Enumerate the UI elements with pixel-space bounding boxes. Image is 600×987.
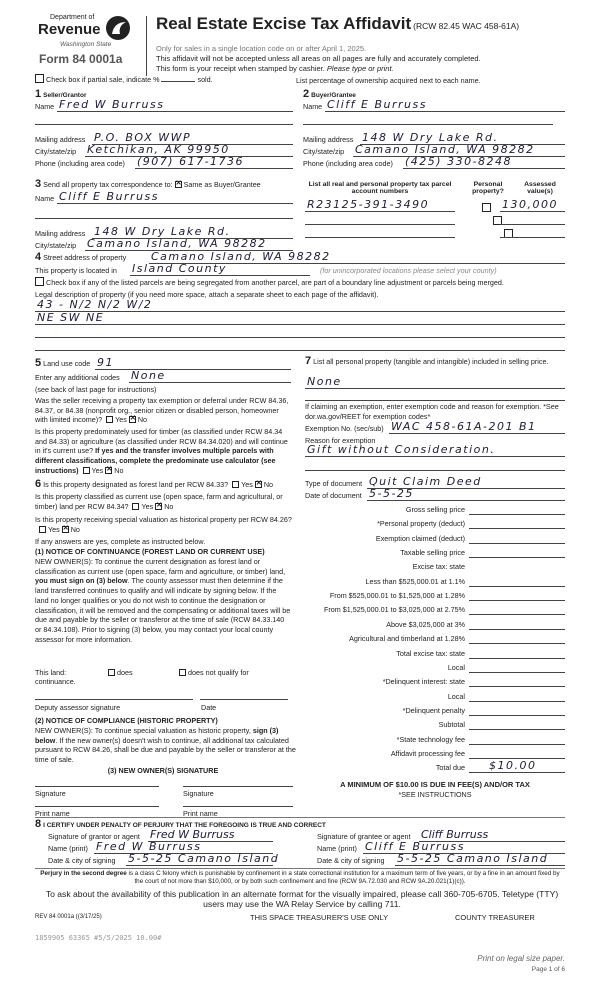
tax-row-label: Total due [435, 763, 465, 773]
header-note-3 [156, 64, 394, 73]
receipt-note: This form is your receipt when stamped by cashier. [156, 64, 325, 73]
personal-col-header: Personal property? [472, 181, 504, 195]
partial-sale-label: Check box if partial sale, indicate % [46, 75, 160, 84]
deputy-label: Deputy assessor signature [35, 703, 121, 712]
no-label: No [114, 465, 124, 475]
parcel-col-header: List all real and personal property tax parcel account numbers [308, 181, 452, 195]
same-as-buyer-label: Same as Buyer/Grantee [183, 180, 261, 189]
yes-checkbox[interactable] [83, 467, 90, 474]
grantee-date-field[interactable] [395, 854, 565, 866]
header-note-2: This affidavit will not be accepted unless all areas on all pages are fully and accurately completed. [156, 54, 481, 63]
t: Perjury in the second degree [40, 870, 127, 877]
buyer-city-value: Camano Island, WA 98282 [355, 143, 535, 156]
owner-print-line-1[interactable] [35, 795, 159, 807]
yes-no-answer [39, 525, 80, 535]
reason-value: Gift without Consideration. [307, 443, 496, 456]
seller-extra-line[interactable] [35, 113, 293, 125]
form-number: Form 84 0001a [39, 52, 123, 66]
tax-row [305, 632, 565, 644]
certify-title: I CERTIFY UNDER PENALTY OF PERJURY THAT THE FOREGOING IS TRUE AND CORRECT [43, 822, 326, 829]
title-text: Real Estate Excise Tax Affidavit [156, 14, 412, 33]
buyer-phone-row [303, 157, 565, 169]
label: Mailing address [35, 135, 86, 144]
section-number: 5 [35, 357, 42, 369]
tax-row-field[interactable] [469, 690, 565, 702]
personal-property-heading [305, 357, 567, 367]
tax-row-label: *Delinquent interest: state [382, 677, 465, 687]
reason-field[interactable] [305, 445, 565, 457]
grantee-name-value: Cliff E Burruss [365, 840, 465, 853]
tax-row [305, 661, 565, 673]
label: This land: [35, 668, 67, 677]
county-value: Island County [132, 262, 227, 275]
tax-row-value: $10.00 [489, 759, 537, 773]
seller-mail-value: P.O. BOX WWP [94, 131, 192, 144]
legal-description-line[interactable] [35, 313, 565, 325]
legal-description-line[interactable] [35, 339, 565, 351]
legal-description-line[interactable] [35, 326, 565, 338]
grantee-signature-value: Cliff Burruss [421, 828, 489, 841]
tax-row [305, 761, 565, 773]
t: NEW OWNER(S): To continue special valuation as historic property, [35, 726, 251, 735]
t: . If the new owner(s) doesn't wish to continue, all additional tax calculated pursuant to RCW 84.26, shall be due and payable by the seller or transferor at the time of sale. [35, 735, 296, 765]
tax-row [305, 575, 565, 587]
doc-type-row [305, 477, 565, 489]
parcel-number-field[interactable] [305, 213, 455, 225]
street-value: Camano Island, WA 98282 [151, 250, 331, 263]
tax-row [305, 517, 565, 529]
tax-row-field[interactable] [469, 632, 565, 644]
seller-heading-text: Seller/Grantor [43, 92, 87, 99]
additional-codes-value: None [131, 369, 166, 382]
yes-checkbox[interactable] [132, 503, 139, 510]
notice-continuance-text [35, 557, 291, 644]
county-note: (for unincorporated locations please select your county) [320, 266, 497, 275]
seller-city-value: Ketchikan, AK 99950 [87, 143, 230, 156]
t: sign (3) below [35, 726, 279, 745]
yes-label: Yes [241, 480, 253, 489]
additional-codes-row [35, 371, 291, 383]
label: Mailing address [35, 229, 86, 238]
buyer-name-field[interactable] [325, 100, 565, 112]
t: NEW OWNER(S): To continue the current designation as forest land or classification as current use (open space, farm and agriculture, or timber) land, [35, 557, 286, 576]
owner-signature-line-1[interactable] [35, 775, 159, 787]
tax-row-label: Total excise tax: state [396, 648, 465, 658]
tax-row-field[interactable] [469, 704, 565, 716]
does-checkbox[interactable] [108, 669, 115, 676]
no-label: No [70, 524, 80, 534]
partial-sale-row [35, 74, 213, 84]
exemption-no-field[interactable] [389, 422, 565, 434]
tax-row-field[interactable] [469, 517, 565, 529]
tax-row-label: Subtotal [438, 720, 465, 730]
label: Signature of grantee or agent [317, 832, 411, 841]
tax-row [305, 718, 565, 730]
same-as-buyer-checkbox[interactable] [175, 181, 182, 188]
corr-mail-value: 148 W Dry Lake Rd. [94, 225, 231, 238]
label: Name [35, 194, 55, 203]
tax-row-label: *Personal property (deduct) [377, 519, 465, 529]
see-instructions: *SEE INSTRUCTIONS [398, 790, 472, 799]
assessed-value: 130,000 [502, 198, 558, 211]
exemption-no-row [305, 422, 565, 434]
corr-name-row [35, 192, 293, 204]
doc-date-field[interactable] [367, 489, 565, 501]
revision-label: REV 84 0001a ((3/17/25) [35, 914, 102, 920]
section-number: 4 [35, 251, 42, 263]
buyer-extra-line[interactable] [303, 113, 553, 125]
tax-row [305, 747, 565, 759]
tax-row [305, 589, 565, 601]
no-checkbox[interactable] [105, 467, 112, 474]
yes-label: Yes [141, 501, 154, 511]
owner-signature-line-2[interactable] [183, 775, 293, 787]
header-note-1: Only for sales in a single location code on or after April 1, 2025. [156, 44, 367, 53]
treasurer-use-label: THIS SPACE TREASURER'S USE ONLY [250, 913, 389, 922]
legal-label: Legal description of property (if you need more space, attach a separate sheet to each page of the affidavit). [35, 290, 379, 299]
deputy-signature-line[interactable] [35, 688, 193, 700]
yes-label: Yes [48, 524, 60, 534]
tax-row-field[interactable] [469, 733, 565, 745]
title-citation: (RCW 82.45 WAC 458-61A) [413, 21, 520, 31]
reason-label: Reason for exemption [305, 436, 376, 445]
grantor-signature-value: Fred W Burruss [150, 828, 235, 841]
section-number: 1 [35, 88, 42, 100]
legal-paper-note: Print on legal size paper. [477, 954, 565, 963]
grantee-date-row [317, 854, 565, 866]
print-name-label: Print name [183, 809, 218, 818]
buyer-name-row [303, 100, 565, 112]
q-text: Is this property receiving special valuation as historical property per RCW 84.26? [35, 515, 292, 524]
doc-date-row [305, 489, 565, 501]
corr-name-field[interactable] [57, 192, 293, 204]
personal-property-field[interactable] [305, 377, 565, 389]
tax-row-label: Local [447, 662, 465, 672]
label: City/state/zip [35, 241, 77, 250]
tax-row-label: *State technology fee [396, 734, 465, 744]
tax-row-field[interactable] [469, 661, 565, 673]
correspondence-heading [35, 178, 261, 190]
section-number: 2 [303, 88, 310, 100]
label: continuance. [35, 677, 76, 686]
tax-row-field[interactable] [469, 718, 565, 730]
cashier-stamp: 1859905 63365 #5/5/2025 10.00# [35, 934, 162, 942]
yes-label: Yes [115, 415, 127, 425]
parcel-number-field[interactable] [305, 226, 455, 238]
no-checkbox[interactable] [129, 416, 136, 423]
question-current-use [35, 492, 293, 511]
label: Name [35, 102, 55, 111]
buyer-phone-field[interactable] [403, 157, 565, 169]
street-row [35, 252, 565, 264]
this-land-row [35, 668, 291, 686]
segregated-checkbox[interactable] [35, 277, 44, 286]
tax-row-label: Exemption claimed (deduct) [375, 533, 465, 543]
yes-no-answer [132, 502, 173, 512]
tax-row [305, 532, 565, 544]
label: Phone (including area code) [35, 159, 125, 168]
land-use-value: 91 [97, 356, 114, 369]
personal-property-checkbox[interactable] [482, 203, 491, 212]
t: you must sign on (3) below [35, 576, 128, 586]
if-any-note: If any answers are yes, complete as instructed below. [35, 537, 206, 546]
no-label: No [164, 501, 174, 511]
assessed-value-field[interactable] [500, 200, 565, 212]
section-number: 6 [35, 478, 42, 490]
question-exemption [35, 396, 293, 425]
no-label: No [137, 415, 148, 425]
label: Phone (including area code) [303, 159, 393, 168]
label: Name [303, 102, 323, 111]
label: This property is located in [35, 266, 117, 275]
deputy-date-line[interactable] [200, 688, 288, 700]
corr-city-value: Camano Island, WA 98282 [87, 237, 267, 250]
tax-row-label: Less than $525,000.01 at 1.1% [365, 576, 465, 586]
tax-row-field[interactable] [469, 761, 565, 773]
minimum-notice: A MINIMUM OF $10.00 IS DUE IN FEE(S) AND/OR TAX [340, 780, 530, 789]
perjury-notice [40, 870, 560, 886]
corr-name-value: Cliff E Burruss [59, 190, 159, 203]
tax-row-field[interactable] [469, 675, 565, 687]
buyer-mail-value: 148 W Dry Lake Rd. [362, 131, 499, 144]
reason-line-2[interactable] [305, 459, 565, 471]
question-historic [35, 515, 293, 534]
label: Street address of property [43, 253, 127, 262]
new-owner-signature-title: (3) NEW OWNER(S) SIGNATURE [107, 766, 219, 775]
grantor-date-row [48, 852, 280, 866]
tax-row-label: Excise tax: state [412, 562, 465, 572]
corr-extra-line[interactable] [35, 207, 293, 219]
tax-row-label: Gross selling price [405, 505, 465, 514]
does-not-checkbox[interactable] [179, 669, 186, 676]
label: Signature of grantor or agent [48, 832, 140, 841]
tax-row-field[interactable] [469, 503, 565, 515]
legal-description-line[interactable] [35, 300, 565, 312]
label: Name (print) [48, 844, 88, 853]
tax-row-field[interactable] [469, 747, 565, 759]
doc-type-value: Quit Claim Deed [369, 475, 482, 488]
label: does not qualify for [188, 668, 249, 677]
yes-no-answer [83, 466, 124, 476]
yes-label: Yes [91, 465, 104, 475]
tax-row-field[interactable] [469, 546, 565, 558]
yes-checkbox[interactable] [232, 481, 239, 488]
tax-row [305, 503, 565, 515]
exemption-no-value: WAC 458-61A-201 B1 [391, 420, 537, 433]
additional-codes-field[interactable] [129, 371, 291, 383]
tax-row [305, 704, 565, 716]
label: Land use code [43, 359, 91, 368]
label: List all personal property (tangible and intangible) included in selling price. [313, 357, 549, 366]
grantee-date-value: 5-5-25 Camano Island [397, 852, 549, 865]
label: does [117, 668, 133, 677]
legal-description-value: 43 - N/2 N/2 W/2 [37, 298, 153, 311]
page-title [156, 14, 519, 34]
header-divider [146, 16, 147, 76]
see-back-note: (see back of last page for instructions) [35, 385, 157, 394]
personal-property-value: None [307, 375, 342, 388]
type-print-note: Please type or print. [326, 64, 394, 73]
revenue-logo-icon [104, 14, 132, 42]
section-6-heading [35, 478, 297, 490]
label: Name (print) [317, 844, 357, 853]
seller-phone-field[interactable] [135, 157, 293, 169]
yes-no-answer [232, 480, 273, 489]
tax-row-field[interactable] [469, 618, 565, 630]
county-field[interactable] [130, 264, 310, 276]
ownership-note: List percentage of ownership acquired next to each name. [296, 76, 481, 85]
question-timber [35, 427, 293, 476]
section-number: 7 [305, 355, 312, 367]
q-bold: If yes and the transfer involves multiple parcels with different classifications, complete the predominate use calculator (see instructions) [35, 446, 276, 475]
seller-name-field[interactable] [57, 100, 293, 112]
tax-row [305, 690, 565, 702]
yes-checkbox[interactable] [106, 416, 113, 423]
buyer-phone-value: (425) 330-8248 [405, 155, 513, 168]
print-name-label: Print name [35, 809, 70, 818]
tax-row [305, 733, 565, 745]
no-checkbox[interactable] [255, 481, 262, 488]
notice-compliance-title: (2) NOTICE OF COMPLIANCE (HISTORIC PROPERTY) [35, 716, 218, 725]
yes-checkbox[interactable] [39, 526, 46, 533]
tax-row-label: From $1,525,000.01 to $3,025,000 at 2.75% [323, 605, 465, 615]
tax-row-field[interactable] [469, 589, 565, 601]
tax-row-label: Taxable selling price [400, 548, 465, 558]
label: Enter any additional codes [35, 373, 120, 382]
county-treasurer-label: COUNTY TREASURER [455, 913, 535, 922]
logo-state: Washington State [60, 41, 112, 48]
doc-date-value: 5-5-25 [369, 487, 414, 500]
tax-row [305, 675, 565, 687]
partial-sale-checkbox[interactable] [35, 74, 44, 83]
label: Date & city of signing [48, 856, 116, 865]
alternate-format-notice: To ask about the availability of this publication in an alternate format for the visually impaired, please call 360-705-6705. Teletype (TTY) users may use the WA Relay Service by calling 711. [45, 889, 559, 909]
section-number: 8 [35, 818, 42, 830]
notice-compliance-text [35, 726, 297, 765]
tax-row-field[interactable] [469, 647, 565, 659]
parcel-number-value: R23125-391-3490 [307, 198, 430, 211]
yes-no-answer [106, 415, 147, 425]
buyer-name-value: Cliff E Burruss [327, 98, 427, 111]
label: City/state/zip [35, 147, 77, 156]
tax-row-label: Affidavit processing fee [390, 748, 465, 758]
notice-continuance-title: (1) NOTICE OF CONTINUANCE (FOREST LAND OR CURRENT USE) [35, 547, 265, 556]
q-text: Was the seller receiving a property tax exemption or deferral under RCW 84.36, 84.37, or 84.38 (nonprofit org., senior citizen or disabled person, homeowner with limited income)? [35, 396, 289, 425]
tax-row-label: Above $3,025,000 at 3% [386, 619, 465, 629]
partial-percent-field[interactable] [161, 81, 195, 82]
divider [35, 868, 565, 869]
assessed-col-header: Assessed value(s) [524, 181, 556, 195]
owner-print-line-2[interactable] [183, 795, 293, 807]
tax-row [305, 647, 565, 659]
tax-row-label: *Delinquent penalty [402, 705, 465, 715]
tax-row-label: Agricultural and timberland at 1.28% [349, 634, 465, 644]
segregated-label: Check box if any of the listed parcels are being segregated from another parcel, are part of a boundary line adjustment or parcels being merged. [46, 278, 504, 287]
parcel-number-field[interactable] [305, 200, 455, 212]
segregated-row [35, 277, 504, 287]
buyer-heading-text: Buyer/Grantee [311, 92, 356, 99]
no-checkbox[interactable] [62, 526, 69, 533]
seller-phone-value: (907) 617-1736 [137, 155, 245, 168]
question-forest: Is this property designated as forest land per RCW 84.33? [43, 480, 229, 489]
tax-row-label: Local [447, 691, 465, 701]
seller-name-value: Fred W Burruss [59, 98, 165, 111]
label: Type of document [305, 479, 363, 488]
label: City/state/zip [303, 147, 345, 156]
grantor-date-value: 5-5-25 Camano Island [128, 852, 280, 865]
signature-label: Signature [183, 789, 214, 798]
label: Exemption No. (sec/sub) [305, 424, 384, 433]
seller-phone-row [35, 157, 293, 169]
t: . The county assessor must then determine if the land transferred continues to qualify and will indicate by signing below. If the land no longer qualifies or you do not wish to continue the designation or classification, it will be removed and the compensating or additional taxes will be due and payable by the seller or transferor at the time of sale (RCW 84.33.140 or 84.34.108). Prior to signing (3) below, you may contact your local county assessor for more information. [35, 576, 291, 644]
legal-description-value: NE SW NE [37, 311, 105, 324]
tax-row [305, 546, 565, 558]
q-text: Is this property predominately used for timber (as classified under RCW 84.34 and 84.33) or agriculture (as classified under RCW 84.34.020) and will continue in it's current use? [35, 427, 288, 456]
signature-label: Signature [35, 789, 66, 798]
assessed-value-field[interactable] [500, 213, 565, 225]
tax-row-field[interactable] [469, 532, 565, 544]
q-text: Is this property classified as current use (open space, farm and agricultural, or timber) land per RCW 84.34? [35, 492, 283, 511]
sold-label: sold. [197, 75, 213, 84]
exemption-note: If claiming an exemption, enter exemption code and reason for exemption. *See dor.wa.gov/REET for exemption codes* [305, 402, 559, 421]
page-number: Page 1 of 6 [531, 966, 565, 973]
land-use-field[interactable] [95, 358, 291, 370]
tax-row-field[interactable] [469, 575, 565, 587]
date-label: Date [201, 703, 217, 712]
tax-row [305, 603, 565, 615]
county-row [35, 264, 565, 276]
no-label: No [263, 480, 274, 489]
label: Date & city of signing [317, 856, 385, 865]
grantor-date-field[interactable] [126, 852, 280, 866]
no-checkbox[interactable] [155, 503, 162, 510]
label: Mailing address [303, 135, 354, 144]
t: is a class C felony which is punishable by confinement in a state correctional institution for a maximum term of five years, or by a fine in an amount fixed by the court of not more than $10,000, or by both such confinement and fine (RCW 9A.72.030 and RCW 9A.20.021(1)(c)). [126, 870, 560, 885]
label: Date of document [305, 491, 362, 500]
logo-dept: Department of [50, 14, 95, 21]
correspondence-label: Send all property tax correspondence to: [43, 180, 173, 189]
seller-name-row [35, 100, 293, 112]
tax-row [305, 618, 565, 630]
logo-revenue: Revenue [38, 21, 101, 38]
tax-row-field[interactable] [469, 603, 565, 615]
tax-row [305, 560, 565, 572]
personal-property-line-2[interactable] [305, 389, 565, 401]
grantor-name-value: Fred W Burruss [96, 840, 202, 853]
assessed-value-field[interactable] [500, 226, 565, 238]
section-number: 3 [35, 178, 42, 190]
tax-row-label: From $525,000.01 to $1,525,000 at 1.28% [329, 591, 465, 601]
